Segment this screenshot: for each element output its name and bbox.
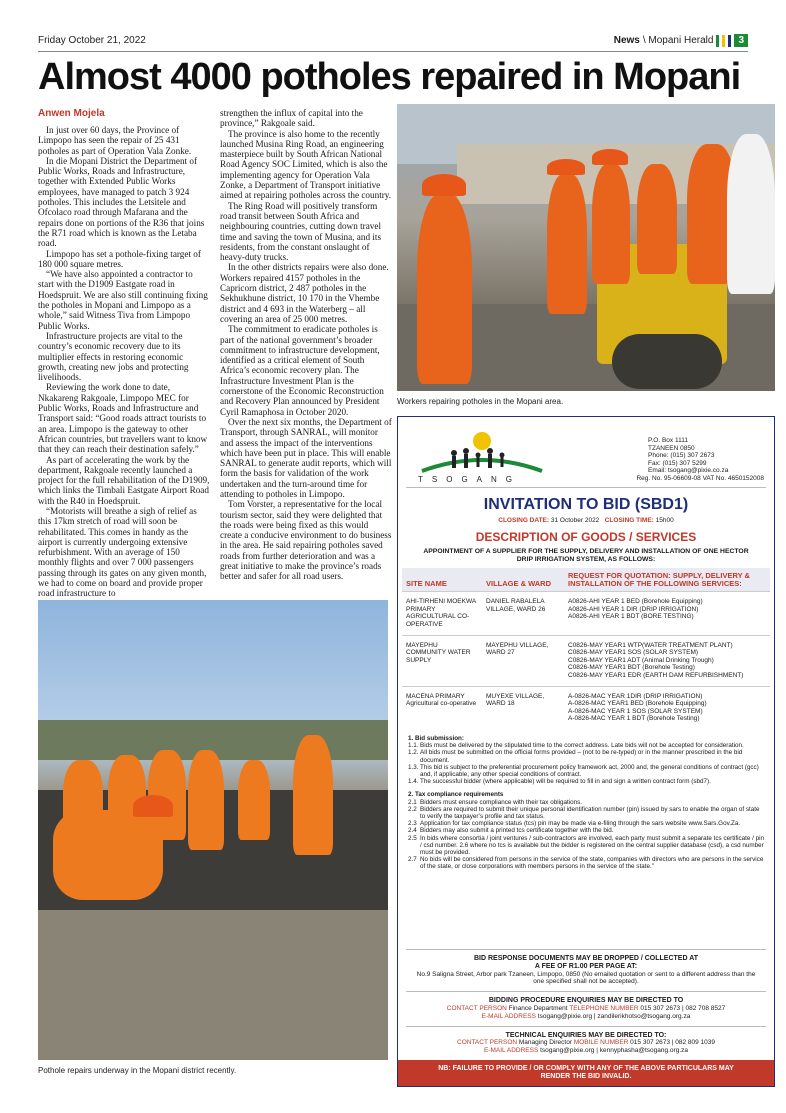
photo-pothole-repairs <box>38 600 388 1060</box>
list-item: 2.3 Application for tax compliance status (tcs) pin may be made via e-filing through the sars website www.Sars.Gov.Za. <box>408 820 741 828</box>
bid-invitation-advert <box>397 416 775 1087</box>
column-header: SITE NAME <box>402 568 482 592</box>
paragraph: “Motorists will breathe a sigh of relief as this 17km stretch of road will soon be rehabilitated. This comes in handy as the airport is currently undergoing extensive refurbishment. With an average of 150 monthly flights and over 7 000 passengers passing through its gates on any given month, we had to come on board and provide proper road infrastructure to <box>38 505 207 599</box>
paragraph: In die Mopani District the Department of Public Works, Roads and Infrastructure, together with Extended Public Works employees, have managed to patch 3 924 potholes. This includes the Letsitele and Ofcolaco road through Mafarana and the repairs done on portions of the R36 that joins the R71 road which is known as the Letaba road. <box>38 155 205 249</box>
description-title: DESCRIPTION OF GOODS / SERVICES <box>475 530 697 544</box>
terms-heading: 1. Bid submission: <box>408 734 464 742</box>
paragraph: Limpopo has set a pothole-fixing target of 180 000 square metres. <box>38 248 201 269</box>
list-item: 1.4. The successful bidder (where applicable) will be required to fill in and sign a written contract form (sbd7). <box>408 778 711 786</box>
paragraph: strengthen the influx of capital into the province,” Rakgoale said. <box>220 108 363 129</box>
list-item: 2.1 Bidders must ensure compliance with their tax obligations. <box>408 798 583 806</box>
advert-header <box>398 417 774 487</box>
advert-footer <box>398 944 774 1086</box>
list-item: 2.7 No bids will be considered from persons in the service of the state, companies with directors who are persons in the service of the state, or close corporations with members persons in the service of the state.” <box>408 856 764 871</box>
table-row <box>402 686 770 729</box>
tsogang-logo-icon <box>412 429 552 479</box>
village-cell: MUYEXE VILLAGE, WARD 18 <box>482 686 564 729</box>
paragraph: The Ring Road will positively transform road transit between South Africa and neighbouring countries, cutting down travel time and saving the town of Musina, and its residents, from the constant onslaught of heavy-duty trucks. <box>220 200 382 263</box>
site-cell: AHI-TIRHENI MOEKWA PRIMARY AGRICULTURAL CO-OPERATIVE <box>402 592 482 635</box>
contact-line: Fax: (015) 307 5299 <box>648 459 707 467</box>
masthead-rule <box>38 51 748 52</box>
byline: Anwen Mojela <box>38 108 105 119</box>
services-cell: A0826-AHI YEAR 1 BED (Borehole Equipping) A0826-AHI YEAR 1 DIR (DRIP IRRIGATION) A0826-AHI YEAR 1 BDT (BORE TESTING) <box>564 592 770 635</box>
column-header: REQUEST FOR QUOTATION: SUPPLY, DELIVERY & INSTALLATION OF THE FOLLOWING SERVICES: <box>564 568 770 592</box>
paragraph: Tom Vorster, a representative for the local tourism sector, said they were delighted that the roads were being fixed as this would create a conducive environment to do business in the area. He said repairing potholes saved roads from further deterioration and was a great initiative to make the province’s roads better and safer for all road users. <box>220 499 392 582</box>
paragraph: As part of accelerating the work by the department, Rakgoale recently launched a project for the full rehabilitation of the D1909, which links the Timbali Eastgate Airport Road with the R40 in Hoedspruit. <box>38 454 210 506</box>
appointment-text: APPOINTMENT OF A SUPPLIER FOR THE SUPPLY, DELIVERY AND INSTALLATION OF ONE HECTOR DRIP IRRIGATION SYSTEM, AS FOLLOWS: <box>423 548 749 563</box>
contact-line: Phone: (015) 307 2673 <box>648 452 715 460</box>
response-info: BID RESPONSE DOCUMENTS MAY BE DROPPED / COLLECTED AT A FEE OF R1.00 PER PAGE AT: No.9 Saligna Street, Arbor park Tzaneen, Limpopo, 0850 (No emailed quotation or sent to a different address than the one specified shall not be accepted). <box>416 955 756 986</box>
paragraph: Reviewing the work done to date, Nkakareng Rakgoale, Limpopo MEC for Public Works, Roads and Infrastructure and Transport said: “Good roads attract tourists to an area. Limpopo is the gateway to other African countries, but travellers want to know that they can reach their destination safely.” <box>38 382 208 455</box>
village-cell: DANIEL RABALELA VILLAGE, WARD 26 <box>482 592 564 635</box>
bid-title: INVITATION TO BID (SBD1) <box>483 496 689 513</box>
paragraph: Infrastructure projects are vital to the country’s economic recovery due to its multiplier effects in restoring economic growth, creating new jobs and protecting livelihoods. <box>38 330 189 383</box>
column-header: VILLAGE & WARD <box>482 568 564 592</box>
bid-terms <box>408 735 766 871</box>
publication-name: \ Mopani Herald <box>642 35 714 46</box>
site-cell: MACENA PRIMARY Agricultural co-operative <box>402 686 482 729</box>
list-item: 1.3. This bid is subject to the preferential procurement policy framework act, 2000 and, the general conditions of contract (gcc) and, if applicable, any other special conditions of contract. <box>408 763 759 778</box>
paragraph: Over the next six months, the Department of Transport, through SANRAL, will monitor and assess the impact of the interventions which have been put in place. This will enable SANRAL to generate audit reports, which will form the basis for validation of the work undertaken and the turn-around time for attending to potholes in Limpopo. <box>220 416 392 499</box>
contact-line: P.O. Box 1111 <box>648 437 688 444</box>
issue-date: Friday October 21, 2022 <box>38 35 146 46</box>
registration-line: Reg. No. 95-06609-08 VAT No. 4650152008 <box>636 475 764 482</box>
paragraph: The commitment to eradicate potholes is part of the national government’s broader commitment to infrastructure development, identified as a critical element of South Africa’s economic recovery plan. The Infrastructure Investment Plan is the cornerstone of the Economic Reconstruction and Recovery Plan announced by President Cyril Ramaphosa in October 2020. <box>220 324 384 417</box>
paragraph: “We have also appointed a contractor to start with the D1909 Eastgate road in Hoedspruit. We are also still continuing fixing the potholes in Mopani and Limpopo as a whole,” said Witness Tiva from Limpopo Public Works. <box>38 269 208 331</box>
photo-road-workers-roller <box>397 104 775 391</box>
paragraph: The province is also home to the recently launched Musina Ring Road, an engineering masterpiece built by South African National Road Agency SOC Limited, which is also the implementing agency for Operation Vala Zonke, a Department of Transport initiative aimed at repairing potholes across the country. <box>220 128 392 201</box>
photo-caption: Workers repairing potholes in the Mopani area. <box>397 397 564 406</box>
photo-caption: Pothole repairs underway in the Mopani district recently. <box>38 1066 237 1075</box>
list-item: 2.2 Bidders are required to submit their unique personal identification number (pin) issued by sars to enable the organ of state to verify the taxpayer’s profile and tax status. <box>408 805 760 820</box>
terms-heading: 2. Tax compliance requirements <box>408 791 504 799</box>
flag-stripe <box>722 35 725 47</box>
masthead <box>38 35 748 51</box>
flag-stripe <box>716 35 719 47</box>
section-label <box>614 34 748 47</box>
paragraph: In the other districts repairs were also done. Workers repaired 4157 potholes in the Capricorn district, 2 487 potholes in the Sekhukhune district, 10 170 in the Vhembe district and 4 693 in the Waterberg – all covering an area of 25 000 metres. <box>220 262 389 324</box>
contact-block <box>648 437 728 475</box>
list-item: 1.2. All bids must be submitted on the official forms provided – (not to be re-typed) or in the manner prescribed in the bid document. <box>408 749 743 764</box>
headline: Almost 4000 potholes repaired in Mopani <box>38 56 741 98</box>
services-cell: C0826-MAY YEAR1 WTP(WATER TREATMENT PLANT) C0826-MAY YEAR1 SOS (SOLAR SYSTEM) C0826-MAY YEAR1 ADT (Animal Drinking Trough) C0826-MAY YEAR1 BDT (Borehole Testing) C0826-MAY YEAR1 EDR (EARTH DAM REFURBISHMENT) <box>564 635 770 686</box>
article-column-2 <box>220 108 392 582</box>
table-header-row <box>402 568 770 592</box>
table-row <box>402 635 770 686</box>
village-cell: MAYEPHU VILLAGE, WARD 27 <box>482 635 564 686</box>
list-item: 1.1. Bids must be delivered by the stipulated time to the correct address. Late bids will not be accepted for consideration. <box>408 742 744 750</box>
page-number: 3 <box>734 34 748 47</box>
section-name: News <box>613 35 640 46</box>
services-cell: A-0826-MAC YEAR 1DIR (DRIP IRRIGATION) A-0826-MAC YEAR1 BED (Borehole Equipping) A-0826-MAC YEAR 1 SOS (SOLAR SYSTEM) A-0826-MAC YEAR 1 BDT (Borehole Testing) <box>564 686 770 729</box>
table-row <box>402 592 770 635</box>
invalid-bid-notice: NB: FAILURE TO PROVIDE / OR COMPLY WITH ANY OF THE ABOVE PARTICULARS MAY RENDER THE BID INVALID. <box>398 1060 774 1086</box>
flag-stripe <box>728 35 731 47</box>
closing-info: CLOSING DATE: 31 October 2022 CLOSING TIME: 15h00 <box>498 517 674 524</box>
list-item: 2.4 Bidders may also submit a printed tcs certificate together with the bid. <box>408 827 614 835</box>
sites-table <box>402 568 770 729</box>
site-cell: MAYEPHU COMMUNITY WATER SUPPLY <box>402 635 482 686</box>
technical-enquiries: TECHNICAL ENQUIRIES MAY BE DIRECTED TO: CONTACT PERSON Managing Director MOBILE NUMBER 015 307 2673 | 082 809 1039 E-MAIL ADDRESS tsogang@pixie.org | kennyphasha@tsogang.org.za <box>457 1031 715 1055</box>
tsogang-wordmark: TSOGANG <box>418 475 522 484</box>
procurement-enquiries: BIDDING PROCEDURE ENQUIRIES MAY BE DIRECTED TO CONTACT PERSON Finance Department TELEPHONE NUMBER 015 307 2673 | 082 708 8527 E-MAIL ADDRESS tsogang@pixie.org | zandilerikhotso@tsogang.org.za <box>446 997 726 1020</box>
list-item: 2.5 In bids where consortia / joint ventures / sub-contractors are involved, each party must submit a separate tcs certificate / pin / csd number. 2.6 where no tcs is available but the bidder is registered on the central supplier database (csd), a csd number must be provided. <box>408 834 765 856</box>
article-column-1 <box>38 125 210 599</box>
paragraph: In just over 60 days, the Province of Limpopo has seen the repair of 25 431 potholes as part of Operation Vala Zonke. <box>38 125 192 156</box>
contact-line: TZANEEN 0850 <box>648 444 695 452</box>
contact-line: Email: tsogang@pixie.co.za <box>648 467 729 475</box>
